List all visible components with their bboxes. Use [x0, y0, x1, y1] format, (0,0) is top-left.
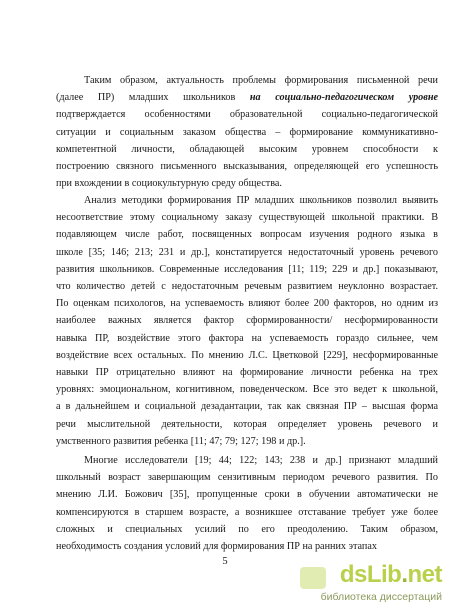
text-line: при вхождении в социокультурную среду общества. — [56, 178, 282, 190]
text-line: необходимость создания условий для формирования ПР на ранних этапах — [56, 541, 377, 553]
text-line: сложных и специальных усилий по его преодолению. Таким образом, — [56, 523, 438, 535]
text-line: навыка ПР, воздействие этого фактора на успеваемость гораздо сильнее, чем — [56, 332, 438, 344]
text-line: школьный возраст завершающим сензитивным периодом речевого развития. По — [56, 472, 438, 484]
text-line: что количество детей с недостаточным речевым развитием неуклонно возрастает. — [56, 281, 438, 293]
text-line: компенсируются в старшем возрасте, а возникшее отставание требует уже более — [56, 506, 438, 518]
text-line: воздействие всех остальных. По мнению Л.С. Цветковой [229], несформированные — [56, 349, 438, 361]
text-run: (далее ПР) младших школьников — [56, 92, 250, 104]
watermark-logo: dsLib.net — [339, 561, 442, 588]
text-line: речи мыслительной деятельности, которая определяет уровень речевого и — [56, 418, 438, 430]
page-number: 5 — [222, 556, 228, 567]
watermark-subtitle: библиотека диссертаций — [320, 591, 442, 603]
emphasis-text: на социально-педагогическом уровне — [249, 92, 438, 104]
watermark-logo-mark — [300, 567, 326, 589]
text-line — [56, 89, 438, 106]
text-line: школе [35; 146; 213; 231 и др.], констатируется недостаточный уровень речевого — [56, 246, 438, 258]
text-line: наиболее важных является фактор сформированности/ несформированности — [56, 315, 438, 327]
text-line: а в дальнейшем и социальной дезадантации, так как связная ПР – высшая форма — [56, 401, 438, 413]
text-line: подавляющем числе работ, посвященных вопросам изучения родного языка в — [56, 229, 438, 241]
text-line: навыки ПР отрицательно влияют на формирование личности ребенка на трех — [56, 367, 438, 379]
paragraph-1 — [56, 72, 438, 192]
text-line: умственного развития ребенка [11; 47; 79; 127; 198 и др.]. — [56, 435, 306, 447]
text-line: развития школьников. Современные исследования [11; 119; 229 и др.] показывают, — [56, 263, 438, 275]
text-line: По оценкам психологов, на успеваемость влияют более 200 факторов, но одним из — [56, 298, 438, 310]
text-line: уровнях: эмоциональном, когнитивном, поведенческом. Все это ведет к школьной, — [56, 384, 438, 396]
text-line: мнению Л.И. Божович [35], пропущенные сроки в обучении автоматически не — [56, 489, 438, 501]
paragraph-2 — [56, 192, 438, 450]
text-line: несоответствие этому социальному заказу существующей школьной практики. В — [56, 212, 438, 224]
text-line: ситуации и социальным заказом общества – формирование коммуникативно- — [56, 126, 438, 138]
text-line: Анализ методики формирования ПР младших школьников позволил выявить — [84, 195, 438, 206]
text-line: подтверждается особенностями образовательной социально-педагогической — [56, 109, 438, 121]
paragraph-3 — [56, 452, 438, 555]
text-line: Многие исследователи [19; 44; 122; 143; 238 и др.] признают младший — [84, 455, 438, 466]
text-line: Таким образом, актуальность проблемы формирования письменной речи — [84, 75, 438, 86]
text-line: компетентной личности, обладающей высоким уровнем способности к — [56, 143, 438, 155]
text-line: построению связного письменного высказывания, определяющей его успешность — [56, 161, 438, 173]
watermark — [294, 561, 444, 609]
